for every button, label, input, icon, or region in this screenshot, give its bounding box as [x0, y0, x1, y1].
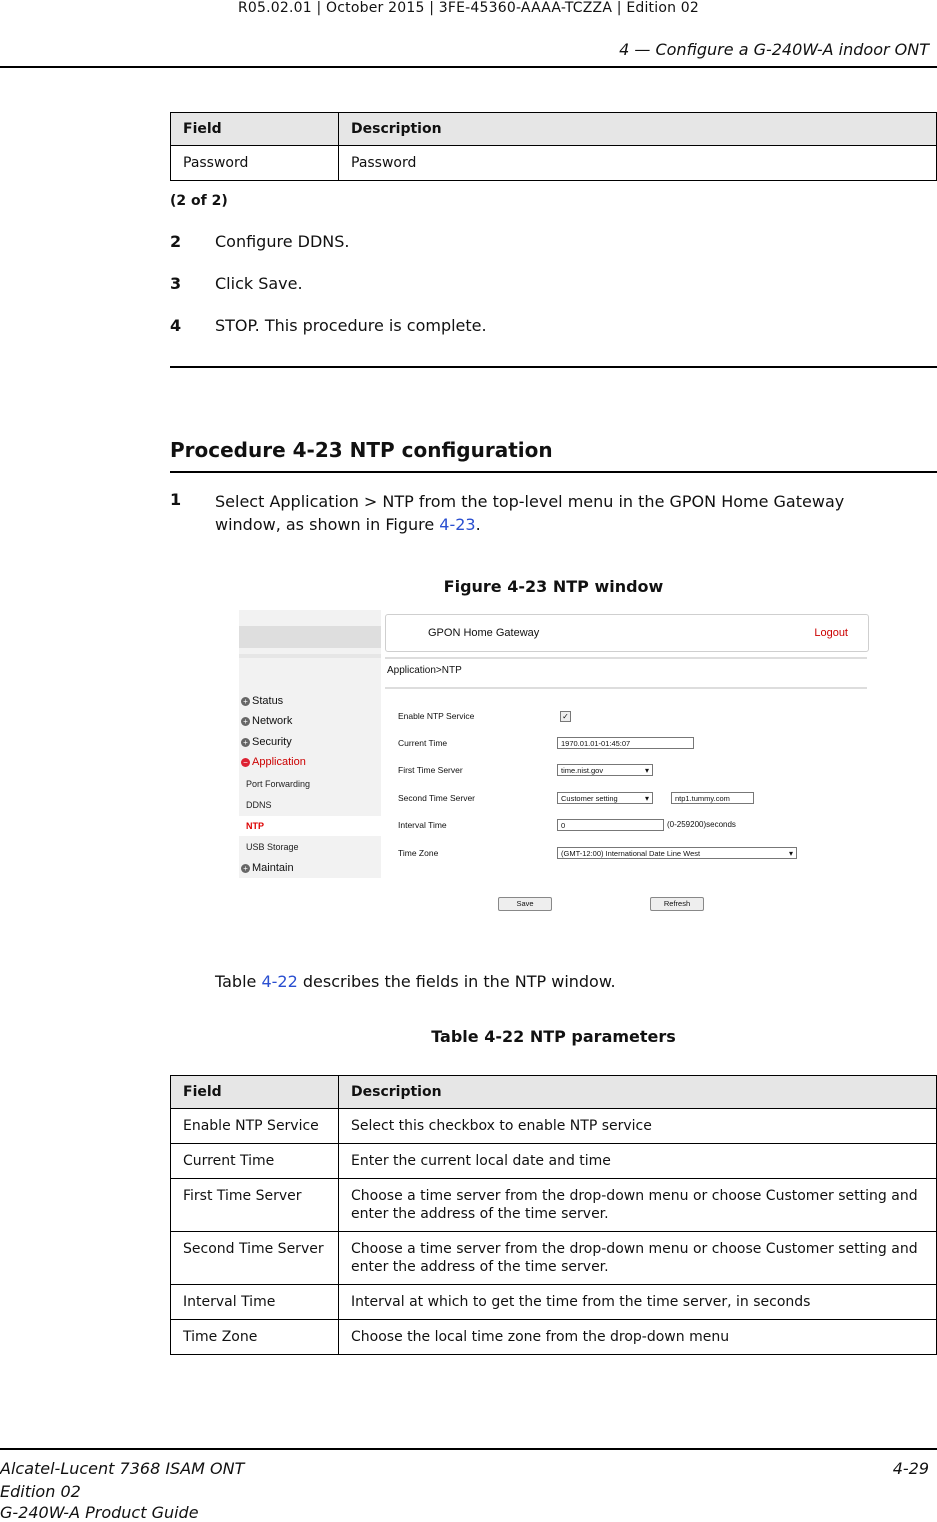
menu-item-application[interactable] — [241, 756, 306, 768]
footer-product: Alcatel-Lucent 7368 ISAM ONT — [0, 1459, 245, 1478]
app-header — [385, 614, 869, 652]
table-cell: Enter the current local date and time — [339, 1144, 937, 1179]
table-row — [171, 1109, 937, 1144]
logout-link[interactable]: Logout — [814, 627, 848, 639]
page-number: 4-29 — [892, 1459, 929, 1478]
submenu-ntp[interactable]: NTP — [246, 821, 264, 831]
table-header-field: Field — [171, 1076, 339, 1109]
table-cell: Second Time Server — [171, 1232, 339, 1285]
figure-link[interactable]: 4-23 — [439, 515, 476, 534]
ntp-window-screenshot — [239, 610, 867, 920]
menu-item-security[interactable] — [241, 736, 292, 748]
interval-time-label: Interval Time — [398, 820, 447, 830]
menu-item-status[interactable] — [241, 695, 283, 707]
refresh-button[interactable]: Refresh — [650, 897, 704, 911]
step-number: 1 — [170, 490, 182, 509]
table-cell: Time Zone — [171, 1320, 339, 1355]
table-row — [171, 1285, 937, 1320]
table-cell: Current Time — [171, 1144, 339, 1179]
footer-edition: Edition 02 — [0, 1482, 81, 1501]
second-time-server-custom-field[interactable]: ntp1.tummy.com — [671, 792, 754, 804]
submenu-usb-storage[interactable]: USB Storage — [246, 842, 299, 852]
second-time-server-label: Second Time Server — [398, 793, 476, 803]
table-cell: Interval Time — [171, 1285, 339, 1320]
step-text: STOP. This procedure is complete. — [215, 316, 487, 335]
step-number: 3 — [170, 274, 182, 293]
step-item — [170, 316, 870, 338]
time-zone-label: Time Zone — [398, 848, 439, 858]
sidebar — [239, 610, 381, 878]
table-header-field: Field — [171, 113, 339, 146]
procedure-rule — [170, 471, 937, 473]
table-continuation: (2 of 2) — [170, 193, 228, 209]
sidebar-header — [239, 626, 381, 648]
table-row — [171, 1320, 937, 1355]
step-text-line: Select Application > NTP from the top-level menu in the GPON Home Gateway — [215, 492, 845, 511]
app-title: GPON Home Gateway — [428, 627, 540, 639]
menu-label: Maintain — [252, 862, 294, 874]
table-row — [171, 1179, 937, 1232]
step-text-line: window, as shown in Figure — [215, 515, 440, 534]
menu-item-maintain[interactable] — [241, 862, 294, 874]
section-rule — [170, 366, 937, 368]
table-row — [171, 1232, 937, 1285]
save-button[interactable]: Save — [498, 897, 552, 911]
step-text: Click Save. — [215, 274, 303, 293]
current-time-label: Current Time — [398, 738, 448, 748]
table-cell: Choose a time server from the drop-down menu or choose Customer setting and enter the address of the time server. — [339, 1179, 937, 1232]
table-cell: Enable NTP Service — [171, 1109, 339, 1144]
plus-icon: + — [241, 864, 250, 873]
step-item — [170, 274, 870, 296]
plus-icon: + — [241, 697, 250, 706]
menu-label: Security — [252, 736, 292, 748]
submenu-port-forwarding[interactable]: Port Forwarding — [246, 779, 311, 789]
step-text: Configure DDNS. — [215, 232, 350, 251]
table-row — [171, 146, 937, 181]
table-cell: Password — [339, 146, 937, 181]
table-row — [171, 1144, 937, 1179]
step-number: 4 — [170, 316, 182, 335]
figure-caption: Figure 4-23 NTP window — [443, 577, 664, 596]
ref-text: describes the fields in the NTP window. — [297, 972, 616, 991]
footer-guide: G-240W-A Product Guide — [0, 1503, 199, 1522]
header-rule — [0, 66, 937, 68]
menu-label: Application — [252, 756, 306, 768]
table-header-description: Description — [339, 113, 937, 146]
ntp-parameters-table — [170, 1075, 937, 1355]
step-item — [170, 232, 870, 254]
sidebar-divider — [239, 654, 381, 658]
menu-item-network[interactable] — [241, 715, 292, 727]
second-time-server-select[interactable]: Customer setting ▾ — [557, 792, 653, 804]
minus-icon: − — [241, 758, 250, 767]
table-cell: Choose the local time zone from the drop-down menu — [339, 1320, 937, 1355]
table-cell: First Time Server — [171, 1179, 339, 1232]
table-cell: Interval at which to get the time from the time server, in seconds — [339, 1285, 937, 1320]
submenu-ddns[interactable]: DDNS — [246, 800, 272, 810]
breadcrumb: Application>NTP — [387, 665, 462, 676]
table-header-description: Description — [339, 1076, 937, 1109]
table-link[interactable]: 4-22 — [261, 972, 298, 991]
interval-unit: (0-259200)seconds — [667, 820, 736, 829]
menu-label: Network — [252, 715, 293, 727]
step-text-end: . — [475, 515, 481, 534]
procedure-step — [170, 490, 937, 540]
enable-ntp-checkbox[interactable]: ✓ — [560, 711, 571, 722]
menu-label: Status — [252, 695, 284, 707]
table-cell: Password — [171, 146, 339, 181]
time-zone-select[interactable]: (GMT-12:00) International Date Line West ▾ — [557, 847, 797, 859]
footer-rule — [0, 1448, 937, 1450]
plus-icon: + — [241, 738, 250, 747]
breadcrumb-divider — [385, 687, 867, 689]
step-number: 2 — [170, 232, 182, 251]
document-id-header: R05.02.01 | October 2015 | 3FE-45360-AAAA-TCZZA | Edition 02 — [237, 0, 700, 16]
first-time-server-select[interactable]: time.nist.gov ▾ — [557, 764, 653, 776]
table-reference-text — [215, 972, 616, 991]
table-caption: Table 4-22 NTP parameters — [431, 1027, 676, 1046]
current-time-field[interactable]: 1970.01.01-01:45:07 — [557, 737, 694, 749]
step-text — [215, 490, 844, 536]
first-time-server-label: First Time Server — [398, 765, 463, 775]
table-cell: Select this checkbox to enable NTP service — [339, 1109, 937, 1144]
header-divider — [385, 657, 867, 659]
table-cell: Choose a time server from the drop-down menu or choose Customer setting and enter the address of the time server. — [339, 1232, 937, 1285]
chapter-title: 4 — Configure a G-240W-A indoor ONT — [619, 40, 929, 59]
enable-ntp-label: Enable NTP Service — [398, 711, 475, 721]
interval-time-field[interactable]: 0 — [557, 819, 664, 831]
ref-text: Table — [215, 972, 262, 991]
plus-icon: + — [241, 717, 250, 726]
password-table — [170, 112, 937, 181]
procedure-title: Procedure 4-23 NTP configuration — [170, 438, 553, 462]
